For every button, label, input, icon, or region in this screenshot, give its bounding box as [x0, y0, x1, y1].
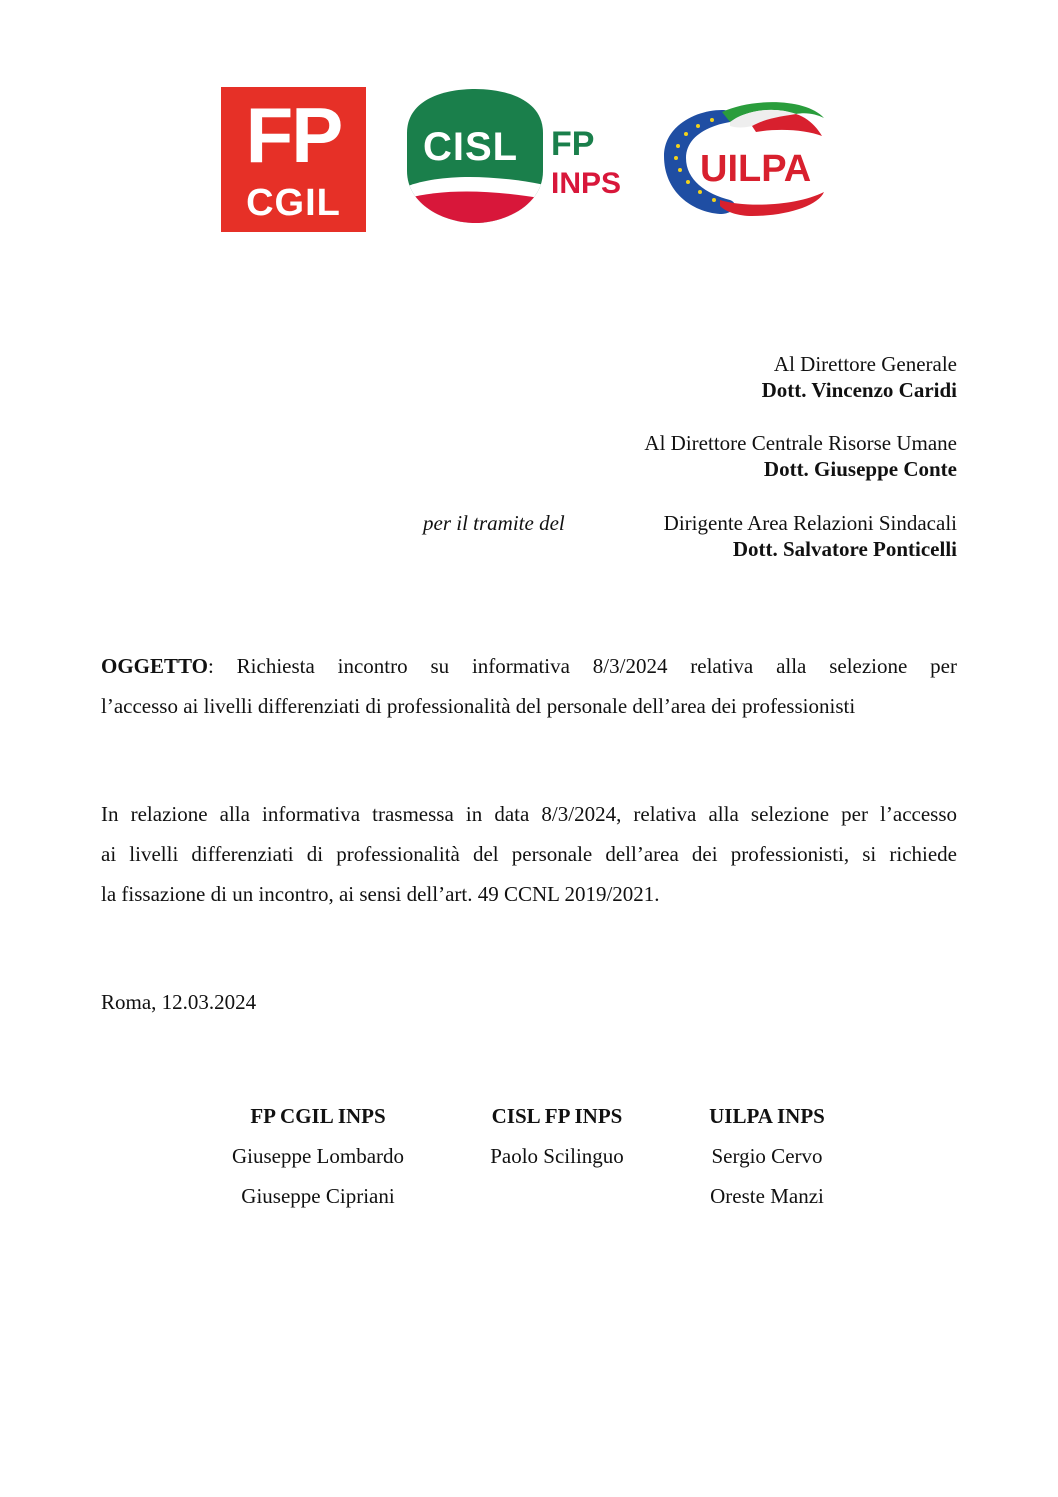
- signature-name: Giuseppe Lombardo: [231, 1144, 405, 1168]
- uilpa-logo-word: UILPA: [700, 148, 812, 190]
- signature-fp-cgil: [218, 1096, 418, 1216]
- signature-name: Sergio Cervo: [711, 1144, 823, 1168]
- subject-line-1: [101, 646, 957, 686]
- signature-org: UILPA INPS: [709, 1104, 825, 1128]
- recipient-2-name: Dott. Giuseppe Conte: [763, 457, 957, 481]
- subject-block: [101, 646, 957, 726]
- cisl-logo-fp: FP: [551, 125, 595, 163]
- recipient-3-name: Dott. Salvatore Ponticelli: [732, 537, 957, 561]
- fp-cgil-logo-fp: FP: [245, 91, 342, 179]
- subject-text-1: : Richiesta incontro su informativa 8/3/2024 relativa alla selezione per: [207, 654, 957, 678]
- subject-line-2: l’accesso ai livelli differenziati di professionalità del personale dell’area dei professionisti: [101, 694, 856, 718]
- recipient-1-role: Al Direttore Generale: [773, 352, 957, 376]
- place-date: Roma, 12.03.2024: [101, 990, 257, 1014]
- cisl-logo-inps: INPS: [551, 167, 622, 200]
- uilpa-logo: [656, 96, 834, 218]
- signature-org: CISL FP INPS: [491, 1104, 623, 1128]
- body-line-1: In relazione alla informativa trasmessa in data 8/3/2024, relativa alla selezione per l’accesso: [101, 802, 957, 826]
- recipient-1-name: Dott. Vincenzo Caridi: [761, 378, 957, 402]
- body-paragraph: [101, 794, 957, 914]
- body-line-2: ai livelli differenziati di professionalità del personale dell’area dei professionisti, si richiede: [101, 842, 957, 866]
- recipient-3-role: Dirigente Area Relazioni Sindacali: [663, 511, 957, 535]
- recipient-2: [644, 430, 957, 482]
- fp-cgil-logo-cgil: CGIL: [246, 182, 341, 224]
- cisl-logo-word: CISL: [423, 125, 519, 169]
- signature-name: Giuseppe Cipriani: [241, 1184, 395, 1208]
- subject-label: OGGETTO: [101, 654, 208, 678]
- signature-org: FP CGIL INPS: [250, 1104, 386, 1128]
- body-line-3: la fissazione di un incontro, ai sensi dell’art. 49 CCNL 2019/2021.: [101, 882, 660, 906]
- signature-cisl-fp: [457, 1096, 657, 1176]
- fp-cgil-logo: [221, 87, 366, 232]
- recipient-1: [762, 351, 957, 403]
- signature-name: Paolo Scilinguo: [490, 1144, 624, 1168]
- via-label: per il tramite del: [423, 511, 565, 535]
- recipient-3: [664, 510, 957, 562]
- cisl-fp-inps-logo: [405, 89, 630, 224]
- recipient-2-role: Al Direttore Centrale Risorse Umane: [644, 431, 957, 455]
- signature-uilpa: [667, 1096, 867, 1216]
- signature-name: Oreste Manzi: [710, 1184, 824, 1208]
